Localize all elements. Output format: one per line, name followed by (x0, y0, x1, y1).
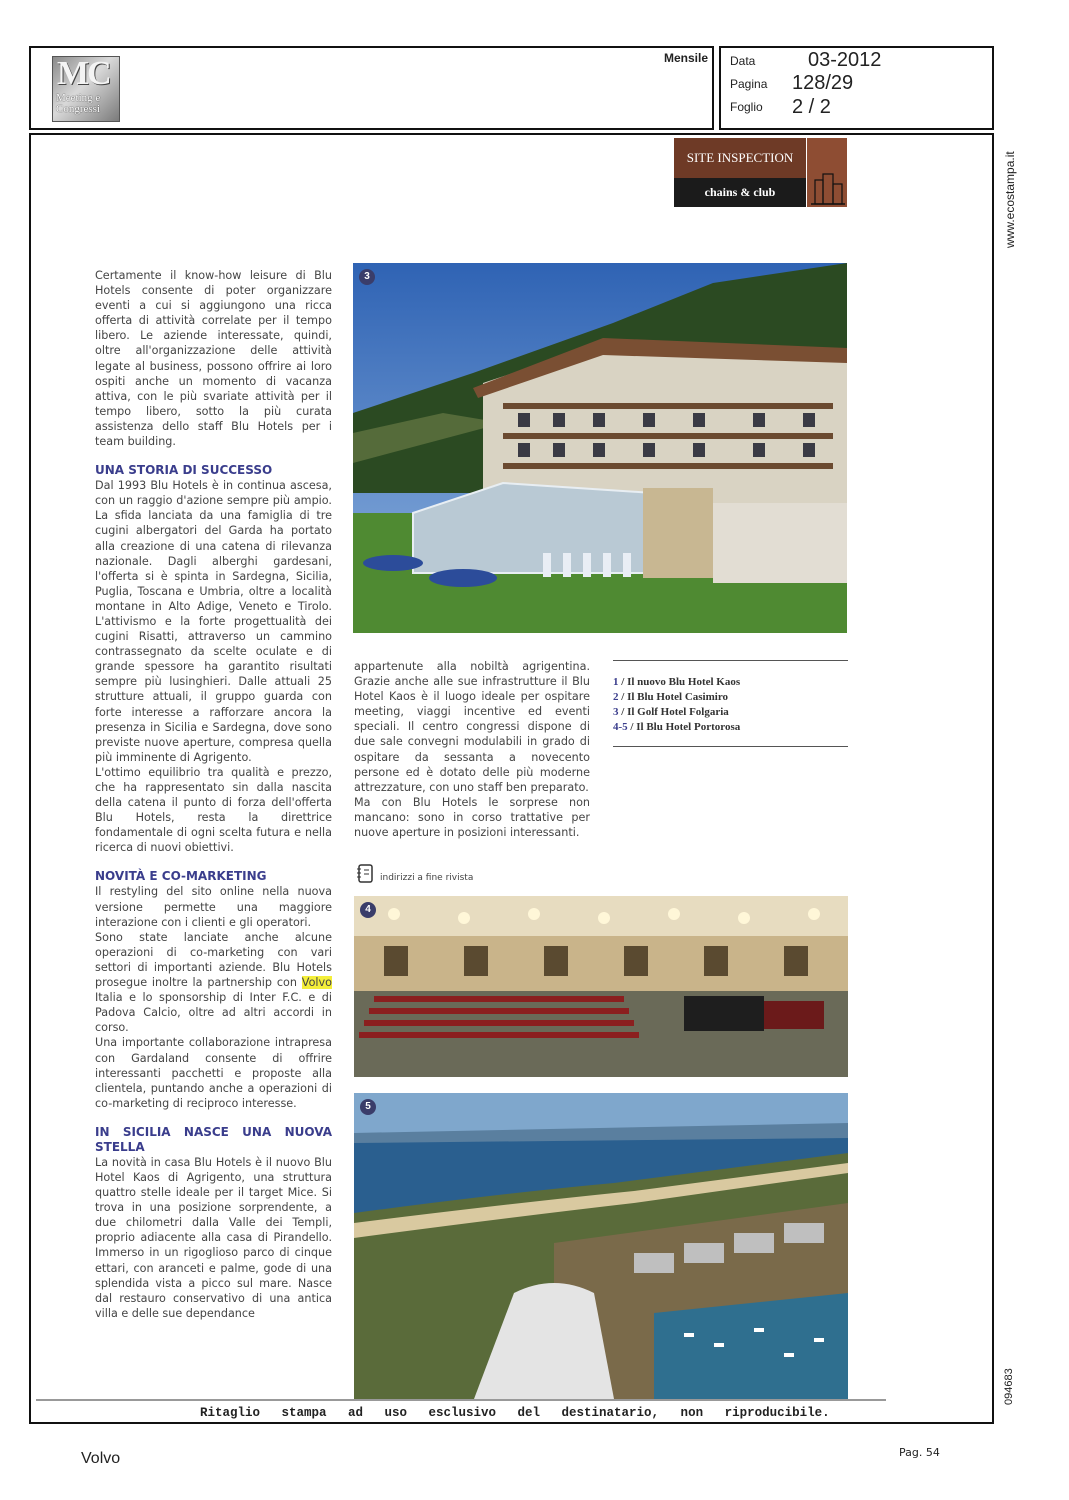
bottom-rule (36, 1399, 886, 1401)
intro-paragraph: Certamente il know-how leisure di Blu Hotels consente di poter organizzare eventi a cui si aggiungono una ricca offerta di attività correlate per il tempo libero. Le aziende interessate, quindi, oltre all'organizzazione delle attività legate al business, possono offrire ai loro ospiti anche un momento di vacanza attiva, con le più svariate attività per il tempo libero, sotto la più curata assistenza dello staff Blu Hotels per i team building. (95, 269, 332, 449)
caption-item: 3 / Il Golf Hotel Folgaria (613, 706, 729, 718)
article-column-middle (354, 659, 590, 840)
page-value: 128/29 (792, 72, 854, 94)
photo-number-5: 5 (360, 1099, 376, 1115)
addresses-note: indirizzi a fine rivista (380, 873, 474, 883)
website-vertical: www.ecostampa.it (1003, 151, 1017, 248)
captions-top-rule (613, 660, 848, 661)
section-heading-storia: UNA STORIA DI SUCCESSO (95, 463, 273, 478)
logo-sub-1: Meeting e (56, 92, 101, 104)
header-left-box (29, 46, 714, 130)
publication-logo (52, 56, 120, 122)
caption-item: 2 / Il Blu Hotel Casimiro (613, 691, 729, 703)
badge-subtitle: chains & club (674, 178, 806, 207)
novita-paragraph-1: Il restyling del sito online nella nuova versione permette una maggiore interazione con i clienti e gli operatori. (95, 885, 332, 929)
novita-paragraph-2: Sono state lanciate anche alcune operazioni di co-marketing con vari settori di importanti aziende. Blu Hotels prosegue inoltre la partnership con Volvo Italia e lo sponsorship di Inter F.C. e di Padova Calcio, oltre ad altri accordi in corso. (95, 930, 332, 1035)
sheet-label: Foglio (730, 100, 763, 114)
caption-item: 1 / Il nuovo Blu Hotel Kaos (613, 676, 741, 688)
frequency-label: Mensile (664, 51, 709, 65)
photo-number-3: 3 (359, 269, 375, 285)
kaos-paragraph-1: appartenute alla nobiltà agrigentina. Grazie anche alle sue infrastrutture il Blu Hotel Kaos è il luogo ideale per ospitare meeting, viaggi incentive ed eventi speciali. Il centro congressi dispone di due sale convegni modulabili in grado di ospitare da sessanta a novecento persone ed è dotato delle più moderne attrezzature, con uno staff ben preparato. (354, 660, 590, 794)
page-number: Pag. 54 (899, 1446, 940, 1459)
kaos-paragraph-2: Ma con Blu Hotels le sorprese non mancano: sono in corso trattative per nuove aperture in posizioni interessanti. (354, 795, 590, 840)
building-icon (807, 138, 847, 207)
sicilia-paragraph: La novità in casa Blu Hotels è il nuovo Blu Hotel Kaos di Agrigento, una struttura quattro stelle ideale per il target Mice. Si trova in una posizione sorprendente, a due chilometri dalla Valle dei Templi, proprio adiacente alla casa di Pirandello. Immerso in un rigoglioso parco di cinque ettari, con aranceti e palme, gode di una splendida vista a picco sul mare. Nasce dal restauro conservativo di una antica villa e delle sue dependance (95, 1155, 332, 1320)
photo-aerial-portorosa (354, 1093, 848, 1399)
site-inspection-badge (674, 138, 806, 207)
section-heading-novita: NOVITÀ E CO-MARKETING (95, 869, 267, 884)
photo-conference-hall (354, 896, 848, 1077)
logo-sub-2: Congressi (56, 103, 100, 115)
caption-list (613, 675, 853, 735)
storia-paragraph-2: L'ottimo equilibrio tra qualità e prezzo, che ha rappresentato sin dalla nascita della catena il punto di forza dell'offerta Blu Hotels, resta la direttrice fondamentale di ogni scelta futura e nella ricerca di nuovi obiettivi. (95, 765, 332, 855)
badge-title: SITE INSPECTION (674, 138, 806, 178)
footer-disclaimer: Ritaglio stampa ad uso esclusivo del destinatario, non riproducibile. (200, 1406, 830, 1420)
address-book-icon (356, 864, 374, 884)
sheet-value: 2 / 2 (792, 96, 831, 118)
logo-mark: MC (57, 56, 110, 92)
photo-golf-hotel-folgaria (353, 263, 847, 633)
article-column-left (95, 268, 332, 1321)
page-label: Pagina (730, 77, 768, 91)
novita-paragraph-3: Una importante collaborazione intrapresa con Gardaland consente di offrire interessanti pacchetti e proposte alla clientela, puntando anche a operazioni di co-marketing di reciproco interesse. (95, 1036, 332, 1110)
archive-code-vertical: 094683 (1003, 1368, 1015, 1405)
storia-paragraph-1: Dal 1993 Blu Hotels è in continua ascesa, con un raggio d'azione sempre più ampio. La sfida lanciata da una famiglia di tre cugini albergatori del Garda ha portato alla creazione di una catena di rilevanza nazionale. Dagli alberghi gardesani, l'offerta si è spinta in Sardegna, Sicilia, Puglia, Toscana e Umbria, oltre a località montane in Alto Adige, Veneto e Tirolo. L'attivismo e la forte progettualità dei cugini Risatti, attraverso un cammino contrassegnato da scelte oculate e di grande spessore ha garantito risultati sempre più lusinghieri. Dalle attuali 25 strutture attuali, il gruppo guarda con forte interesse a rafforzare ancora la presenza in Sicilia e Sardegna, dove sono previste nuove aperture, compresa quella più imminente di Agrigento. (95, 479, 332, 764)
caption-item: 4-5 / Il Blu Hotel Portorosa (613, 721, 741, 733)
captions-bottom-rule (613, 746, 848, 747)
keyword-label: Volvo (81, 1450, 121, 1467)
section-heading-sicilia: IN SICILIA NASCE UNA NUOVA STELLA (95, 1124, 332, 1154)
highlighted-keyword: Volvo (301, 976, 332, 990)
date-label: Data (730, 54, 756, 68)
photo-number-4: 4 (360, 902, 376, 918)
date-value: 03-2012 (808, 49, 882, 71)
